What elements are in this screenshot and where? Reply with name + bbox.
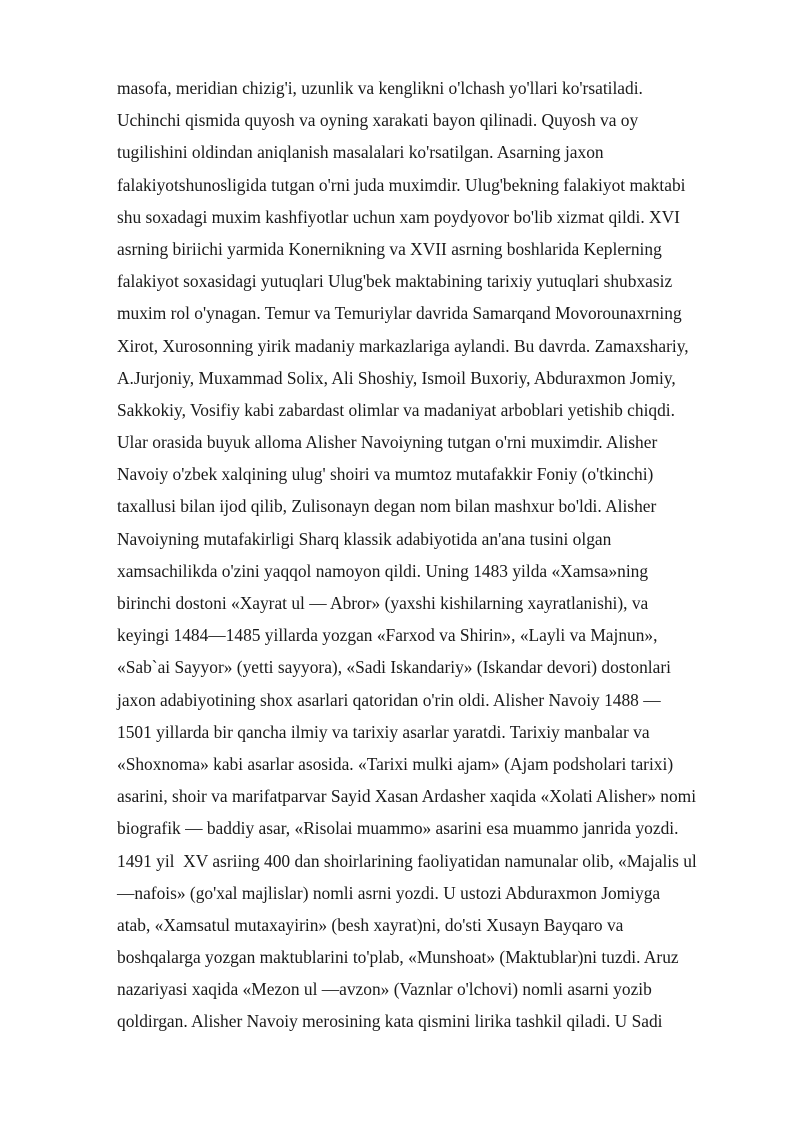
- text-line: taxallusi bilan ijod qilib, Zulisonayn degan nom bilan mashxur bo'ldi. Alisher: [117, 496, 657, 517]
- text-line: muxim rol o'ynagan. Temur va Temuriylar davrida Samarqand Movorounaxrning: [117, 303, 682, 324]
- text-line: masofa, meridian chizig'i, uzunlik va kenglikni o'lchash yo'llari ko'rsatiladi.: [117, 78, 643, 98]
- text-line: falakiyot soxasidagi yutuqlari Ulug'bek maktabining tarixiy yutuqlari shubxasiz: [117, 271, 673, 292]
- text-line: tugilishini oldindan aniqlanish masalalari ko'rsatilgan. Asarning jaxon: [117, 142, 604, 163]
- text-line: Uchinchi qismida quyosh va oyning xarakati bayon qilinadi. Quyosh va oy: [117, 110, 639, 131]
- text-line: Xirot, Xurosonning yirik madaniy markazlariga aylandi. Bu davrda. Zamaxshariy,: [117, 335, 689, 356]
- text-line: biografik — baddiy asar, «Risolai muammo» asarini esa muammo janrida yozdi.: [117, 818, 679, 839]
- text-line: xamsachilikda o'zini yaqqol namoyon qildi. Uning 1483 yilda «Xamsa»ning: [117, 560, 649, 581]
- text-line: boshqalarga yozgan maktublarini to'plab, «Munshoat» (Maktublar)ni tuzdi. Aruz: [117, 947, 679, 968]
- text-line: qoldirgan. Alisher Navoiy merosining kata qismini lirika tashkil qiladi. U Sadi: [117, 1011, 663, 1032]
- text-line: «Shoxnoma» kabi asarlar asosida. «Tarixi mulki ajam» (Ajam podsholari tarixi): [117, 753, 674, 774]
- text-line: shu soxadagi muxim kashfiyotlar uchun xam poydyovor bo'lib xizmat qildi. XVI: [117, 206, 680, 227]
- text-line: A.Jurjoniy, Muxammad Solix, Ali Shoshiy, Ismoil Buxoriy, Abduraxmon Jomiy,: [117, 367, 676, 388]
- text-line: Navoiy o'zbek xalqining ulug' shoiri va mumtoz mutafakkir Foniy (o'tkinchi): [117, 464, 654, 485]
- text-line: falakiyotshunosligida tutgan o'rni juda muximdir. Ulug'bekning falakiyot maktabi: [117, 174, 686, 195]
- text-line: nazariyasi xaqida «Mezon ul —avzon» (Vaznlar o'lchovi) nomli asarni yozib: [117, 979, 652, 1000]
- text-line: Sakkokiy, Vosifiy kabi zabardast olimlar va madaniyat arboblari yetishib chiqdi.: [117, 399, 675, 420]
- text-line: birinchi dostoni «Xayrat ul — Abror» (yaxshi kishilarning xayratlanishi), va: [117, 593, 649, 613]
- text-line: atab, «Xamsatul mutaxayirin» (besh xayrat)ni, do'sti Xusayn Bayqaro va: [117, 914, 624, 935]
- text-line: «Sab`ai Sayyor» (yetti sayyora), «Sadi Iskandariy» (Iskandar devori) dostonlari: [117, 657, 671, 678]
- text-line: 1491 yil XV asriing 400 dan shoirlarining faoliyatidan namunalar olib, «Majalis ul: [117, 850, 697, 871]
- text-line: Ular orasida buyuk alloma Alisher Navoiyning tutgan o'rni muximdir. Alisher: [117, 432, 658, 453]
- text-line: 1501 yillarda bir qancha ilmiy va tarixiy asarlar yaratdi. Tarixiy manbalar va: [117, 721, 650, 742]
- text-line: jaxon adabiyotining shox asarlari qatoridan o'rin oldi. Alisher Navoiy 1488 —: [117, 689, 661, 710]
- text-line: Navoiyning mutafakirligi Sharq klassik adabiyotida an'ana tusini olgan: [117, 528, 612, 549]
- body-text: [117, 72, 757, 1038]
- text-line: asarini, shoir va marifatparvar Sayid Xasan Ardasher xaqida «Xolati Alisher» nomi: [117, 786, 697, 807]
- text-line: asrning biriichi yarmida Konernikning va XVII asrning boshlarida Keplerning: [117, 238, 662, 259]
- text-line: —nafois» (go'xal majlislar) nomli asrni yozdi. U ustozi Abduraxmon Jomiyga: [117, 882, 661, 903]
- text-line: keyingi 1484—1485 yillarda yozgan «Farxod va Shirin», «Layli va Majnun»,: [117, 625, 658, 646]
